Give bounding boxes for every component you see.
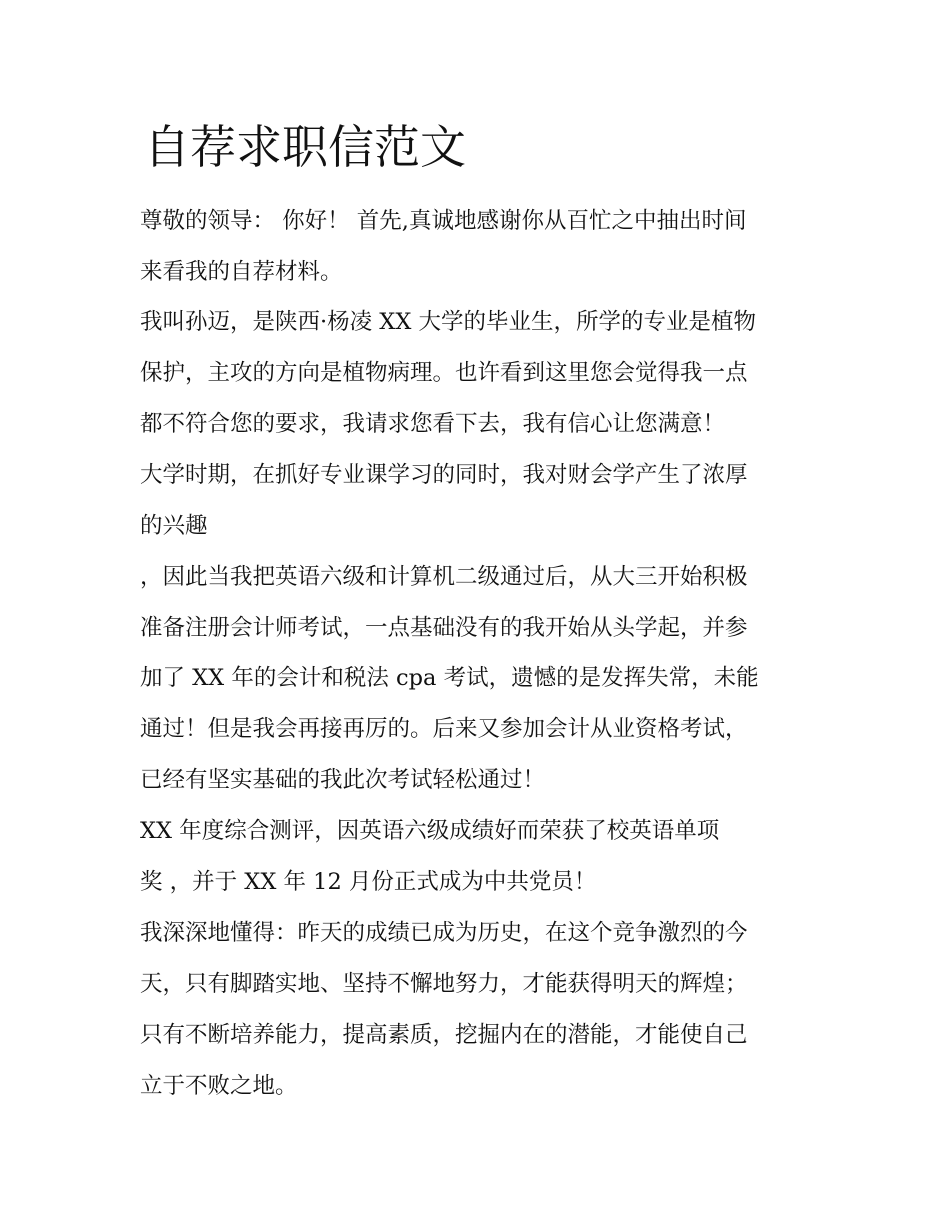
body-line: 我叫孙迈，是陕西·杨凌 XX 大学的毕业生，所学的专业是植物	[140, 309, 756, 335]
body-line: 通过！但是我会再接再厉的。后来又参加会计从业资格考试，	[140, 716, 748, 742]
body-line: 立于不败之地。	[140, 1073, 298, 1099]
body-line: XX 年度综合测评，因英语六级成绩好而荣获了校英语单项	[140, 818, 720, 844]
body-line: ，因此当我把英语六级和计算机二级通过后，从大三开始积极	[140, 564, 748, 590]
body-line: 只有不断培养能力，提高素质，挖掘内在的潜能，才能使自己	[140, 1022, 748, 1048]
body-line: 尊敬的领导： 你好！ 首先,真诚地感谢你从百忙之中抽出时间	[140, 208, 747, 234]
body-line: 我深深地懂得：昨天的成绩已成为历史，在这个竞争激烈的今	[140, 920, 748, 946]
body-line: 加了 XX 年的会计和税法 cpa 考试，遗憾的是发挥失常，未能	[140, 665, 759, 691]
body-line: 保护，主攻的方向是植物病理。也许看到这里您会觉得我一点	[140, 360, 748, 386]
body-line: 的兴趣	[140, 513, 208, 539]
body-line: 奖 ，并于 XX 年 12 月份正式成为中共党员！	[140, 869, 597, 895]
body-line: 天，只有脚踏实地、坚持不懈地努力，才能获得明天的辉煌；	[140, 971, 748, 997]
body-line: 准备注册会计师考试，一点基础没有的我开始从头学起，并参	[140, 615, 748, 641]
body-line: 大学时期，在抓好专业课学习的同时，我对财会学产生了浓厚	[140, 462, 748, 488]
body-line: 已经有坚实基础的我此次考试轻松通过！	[140, 767, 546, 793]
body-line: 来看我的自荐材料。	[140, 259, 343, 285]
document-title: 自荐求职信范文	[144, 120, 466, 174]
body-line: 都不符合您的要求，我请求您看下去，我有信心让您满意！	[140, 411, 726, 437]
